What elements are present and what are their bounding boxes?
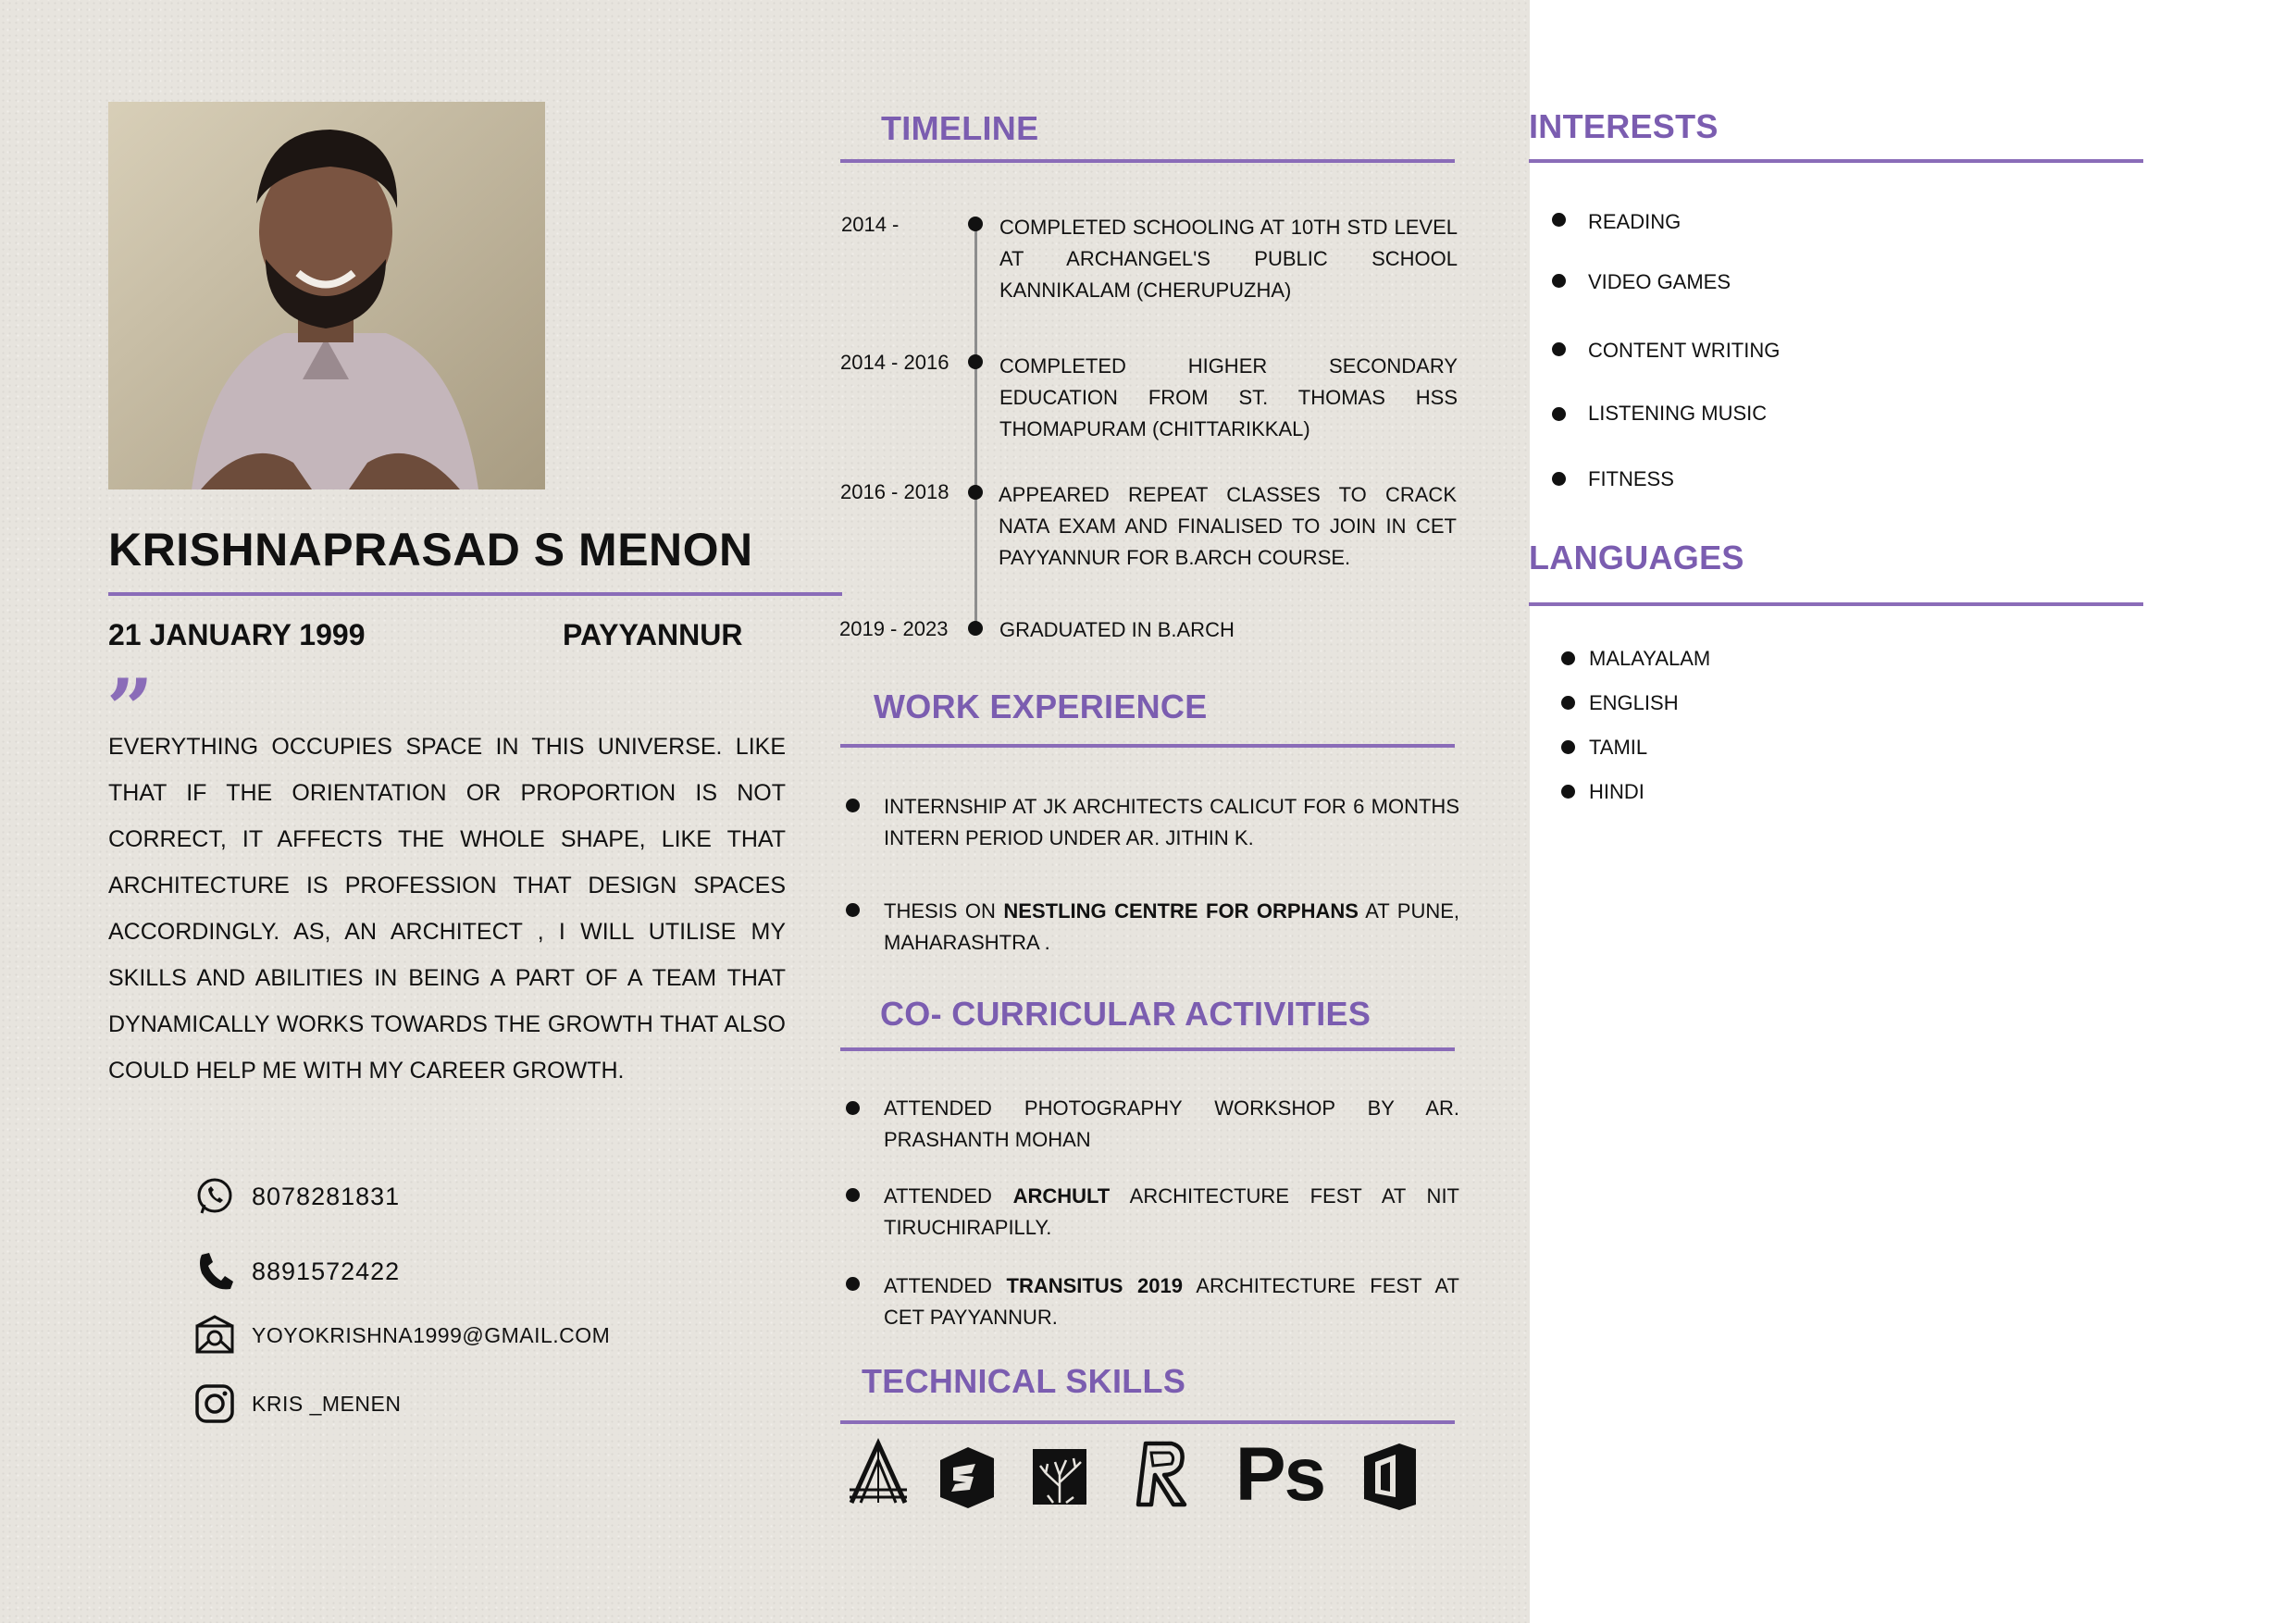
language-item: HINDI [1589,780,1644,803]
timeline-dot [968,217,983,231]
timeline-rule [840,159,1455,163]
full-name: KRISHNAPRASAD S MENON [108,524,753,576]
photoshop-icon: Ps [1235,1432,1325,1517]
instagram-handle: KRIS _MENEN [252,1391,402,1416]
work-experience-rule [840,744,1455,748]
interest-item: READING [1588,210,1682,233]
work-experience-heading: WORK EXPERIENCE [874,688,1208,725]
bullet-icon [1552,213,1566,227]
timeline-heading: TIMELINE [881,109,1039,147]
timeline-entry: APPEARED REPEAT CLASSES TO CRACK NATA EXAM AND FINALISED TO JOIN IN CET PAYYANNUR FOR B.ARCH COURSE. [999,483,1457,569]
languages-heading: LANGUAGES [1529,539,1744,576]
email-address: YOYOKRISHNA1999@GMAIL.COM [252,1322,611,1347]
revit-icon [1127,1436,1192,1510]
bullet-icon [846,1188,860,1202]
interest-item: CONTENT WRITING [1588,339,1781,362]
activity-item: ATTENDED TRANSITUS 2019 ARCHITECTURE FEST AT CET PAYYANNUR. [884,1274,1459,1329]
bullet-icon [846,1101,860,1115]
office-icon [1359,1440,1423,1514]
interests-rule [1529,159,2143,163]
lumion-icon [1027,1440,1092,1514]
bullet-icon [846,903,860,917]
bullet-icon [1561,785,1575,799]
bullet-icon [846,799,860,812]
contact-email[interactable] [192,1312,610,1358]
work-item: INTERNSHIP AT JK ARCHITECTS CALICUT FOR 6 MONTHS INTERN PERIOD UNDER AR. JITHIN K. [884,795,1459,849]
interest-item: VIDEO GAMES [1588,270,1731,293]
timeline-dot [968,621,983,636]
interest-item: LISTENING MUSIC [1588,402,1768,425]
cocurricular-heading: CO- CURRICULAR ACTIVITIES [880,995,1371,1033]
timeline-year: 2014 - [841,213,900,236]
bullet-icon [1552,342,1566,356]
language-item: MALAYALAM [1589,647,1711,670]
sketchup-icon [935,1440,999,1514]
phone-number: 8891572422 [252,1257,401,1285]
timeline-entry: GRADUATED IN B.ARCH [999,618,1235,641]
profile-photo [108,102,545,489]
quote-mark-icon: ” [106,661,150,757]
language-item: ENGLISH [1589,691,1679,714]
timeline-year: 2014 - 2016 [840,351,949,374]
bullet-icon [1561,696,1575,710]
instagram-icon [192,1381,237,1426]
autocad-icon [846,1436,911,1510]
bullet-icon [1552,274,1566,288]
language-item: TAMIL [1589,736,1648,759]
bullet-icon [1552,407,1566,421]
technical-skills-heading: TECHNICAL SKILLS [862,1362,1186,1400]
contact-instagram[interactable] [192,1381,401,1427]
timeline-year: 2019 - 2023 [839,617,949,640]
interests-heading: INTERESTS [1529,107,1719,145]
name-underline [108,592,842,596]
contact-phone[interactable] [192,1248,400,1295]
hometown: PAYYANNUR [563,618,743,651]
date-of-birth: 21 JANUARY 1999 [108,618,366,651]
activity-item: ATTENDED PHOTOGRAPHY WORKSHOP BY AR. PRASHANTH MOHAN [884,1096,1459,1151]
languages-rule [1529,602,2143,606]
timeline-entry: COMPLETED HIGHER SECONDARY EDUCATION FROM ST. THOMAS HSS THOMAPURAM (CHITTARIKKAL) [999,354,1458,440]
bullet-icon [1561,651,1575,665]
phone-icon [192,1249,237,1294]
cocurricular-rule [840,1047,1455,1051]
career-objective: EVERYTHING OCCUPIES SPACE IN THIS UNIVERSE. LIKE THAT IF THE ORIENTATION OR PROPORTION IS NOT CORRECT, IT AFFECTS THE WHOLE SHAPE, LIKE THAT ARCHITECTURE IS PROFESSION THAT DESIGN SPACES ACCORDINGLY. AS, AN ARCHITECT , I WILL UTILISE MY SKILLS AND ABILITIES IN BEING A PART OF A TEAM THAT DYNAMICALLY WORKS TOWARDS THE GROWTH THAT ALSO COULD HELP ME WITH MY CAREER GROWTH. [108,734,786,1084]
activity-item: ATTENDED ARCHULT ARCHITECTURE FEST AT NIT TIRUCHIRAPILLY. [884,1184,1459,1239]
interest-item: FITNESS [1588,467,1674,490]
timeline-entry: COMPLETED SCHOOLING AT 10TH STD LEVEL AT ARCHANGEL'S PUBLIC SCHOOL KANNIKALAM (CHERUPUZHA) [999,216,1458,302]
whatsapp-number: 8078281831 [252,1182,401,1210]
work-item: THESIS ON NESTLING CENTRE FOR ORPHANS AT PUNE, MAHARASHTRA . [884,899,1459,954]
technical-skills-rule [840,1420,1455,1424]
timeline-axis [974,222,977,629]
contact-whatsapp[interactable] [192,1173,400,1220]
whatsapp-icon [192,1174,237,1219]
bullet-icon [1561,740,1575,754]
email-icon [192,1313,237,1357]
timeline-dot [968,354,983,369]
timeline-dot [968,485,983,500]
bullet-icon [1552,472,1566,486]
bullet-icon [846,1277,860,1291]
timeline-year: 2016 - 2018 [840,480,949,503]
